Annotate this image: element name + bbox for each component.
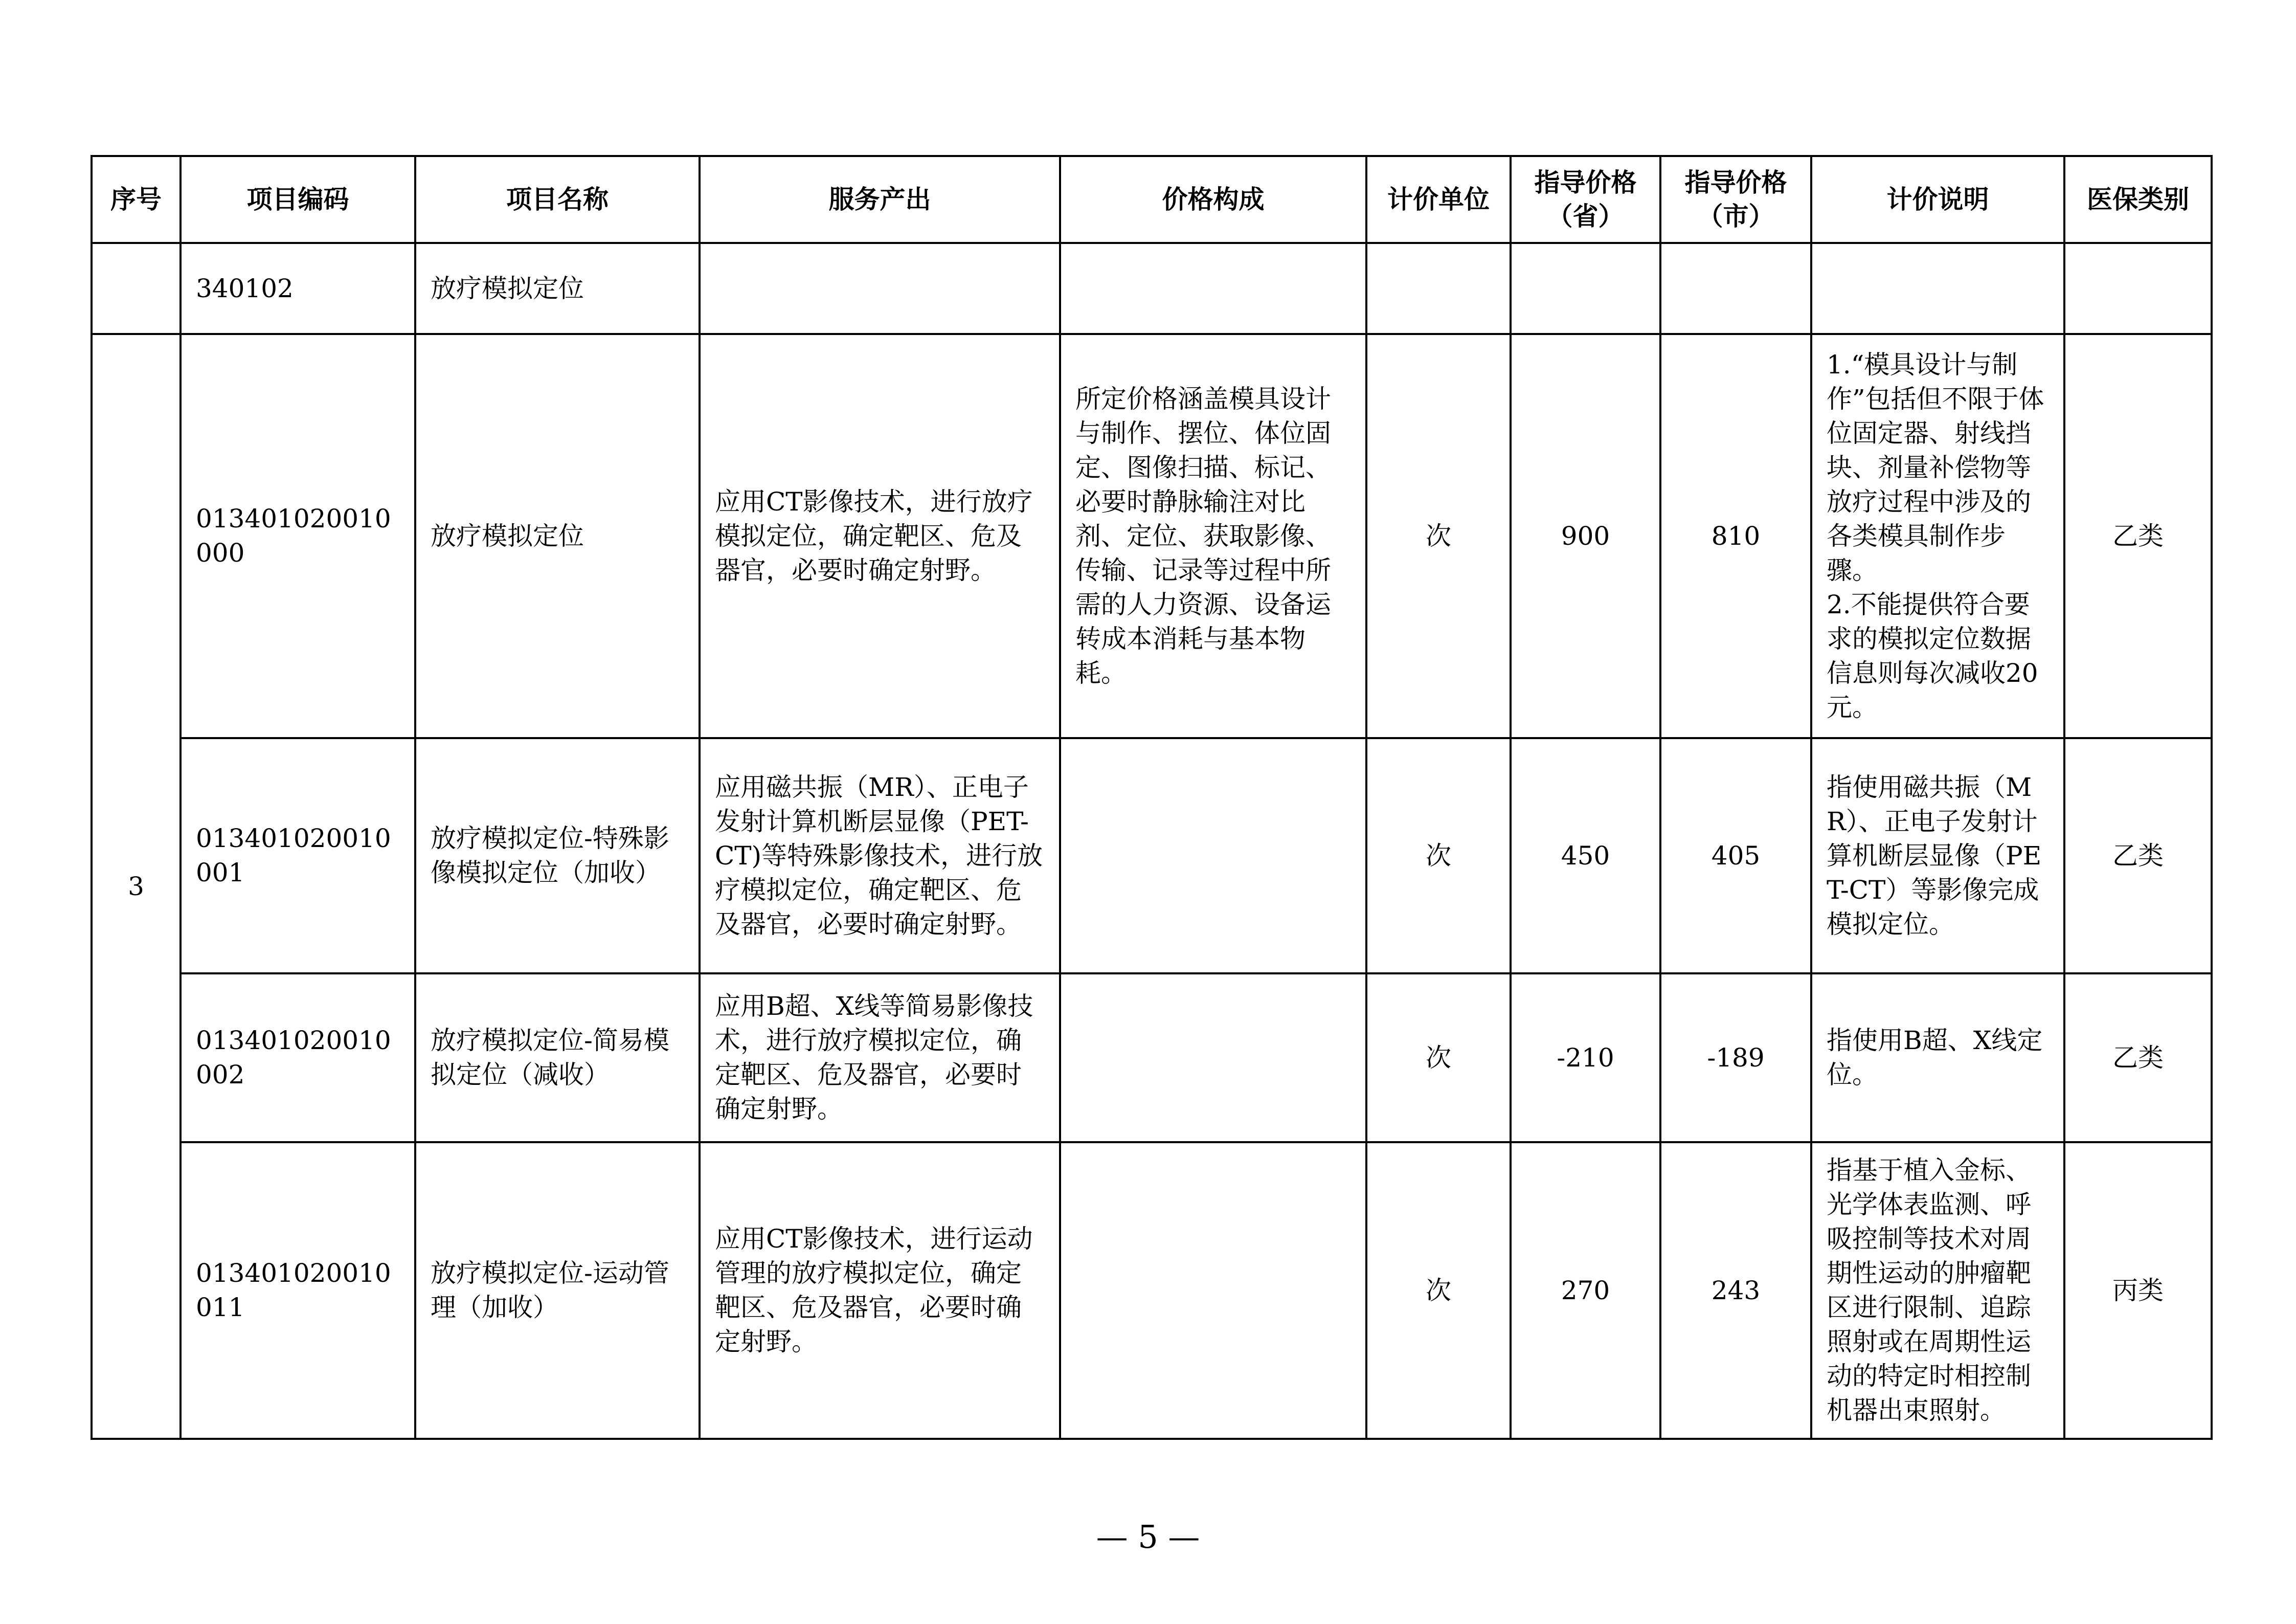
item-notes: 1.“模具设计与制作”包括但不限于体位固定器、射线挡块、剂量补偿物等放疗过程中涉及的各类模具制作步骤。 2.不能提供符合要求的模拟定位数据信息则每次减收20元。 <box>1811 334 2064 738</box>
item-output: 应用B超、X线等简易影像技术，进行放疗模拟定位，确定靶区、危及器官，必要时确定射野。 <box>700 973 1060 1142</box>
item-price-city: -189 <box>1660 973 1811 1142</box>
header-price-city: 指导价格 （市） <box>1660 156 1811 243</box>
header-output: 服务产出 <box>700 156 1060 243</box>
item-composition <box>1060 738 1366 973</box>
item-price-province: 450 <box>1511 738 1660 973</box>
item-price-province: 900 <box>1511 334 1660 738</box>
item-notes: 指使用磁共振（MR）、正电子发射计算机断层显像（PET-CT）等影像完成模拟定位。 <box>1811 738 2064 973</box>
header-notes: 计价说明 <box>1811 156 2064 243</box>
item-price-city: 810 <box>1660 334 1811 738</box>
item-notes: 指使用B超、X线定位。 <box>1811 973 2064 1142</box>
item-output: 应用CT影像技术，进行放疗模拟定位，确定靶区、危及器官，必要时确定射野。 <box>700 334 1060 738</box>
category-insurance-cell <box>2064 243 2212 334</box>
category-seq-cell <box>92 243 181 334</box>
item-composition <box>1060 973 1366 1142</box>
category-price-province-cell <box>1511 243 1660 334</box>
table-row <box>92 334 2212 738</box>
item-unit: 次 <box>1366 1142 1511 1439</box>
item-composition <box>1060 1142 1366 1439</box>
item-price-province: -210 <box>1511 973 1660 1142</box>
item-name: 放疗模拟定位-运动管理（加收） <box>415 1142 700 1439</box>
item-unit: 次 <box>1366 334 1511 738</box>
item-code: 013401020010011 <box>181 1142 415 1439</box>
item-composition: 所定价格涵盖模具设计与制作、摆位、体位固定、图像扫描、标记、必要时静脉输注对比剂、定位、获取影像、传输、记录等过程中所需的人力资源、设备运转成本消耗与基本物耗。 <box>1060 334 1366 738</box>
item-code: 013401020010002 <box>181 973 415 1142</box>
item-price-province: 270 <box>1511 1142 1660 1439</box>
table-row <box>92 1142 2212 1439</box>
group-seq: 3 <box>92 334 181 1439</box>
item-code: 013401020010000 <box>181 334 415 738</box>
table-row <box>92 973 2212 1142</box>
item-insurance: 乙类 <box>2064 973 2212 1142</box>
item-unit: 次 <box>1366 738 1511 973</box>
item-insurance: 乙类 <box>2064 334 2212 738</box>
pricing-table <box>91 155 2213 1440</box>
header-seq: 序号 <box>92 156 181 243</box>
item-output: 应用磁共振（MR）、正电子发射计算机断层显像（PET-CT)等特殊影像技术，进行放疗模拟定位，确定靶区、危及器官，必要时确定射野。 <box>700 738 1060 973</box>
item-insurance: 乙类 <box>2064 738 2212 973</box>
item-name: 放疗模拟定位-特殊影像模拟定位（加收） <box>415 738 700 973</box>
category-output-cell <box>700 243 1060 334</box>
item-code: 013401020010001 <box>181 738 415 973</box>
page-number: — 5 — <box>1096 1518 1200 1555</box>
item-name: 放疗模拟定位 <box>415 334 700 738</box>
category-unit-cell <box>1366 243 1511 334</box>
header-code: 项目编码 <box>181 156 415 243</box>
item-name: 放疗模拟定位-简易模拟定位（减收） <box>415 973 700 1142</box>
category-name: 放疗模拟定位 <box>415 243 700 334</box>
header-unit: 计价单位 <box>1366 156 1511 243</box>
header-composition: 价格构成 <box>1060 156 1366 243</box>
header-insurance: 医保类别 <box>2064 156 2212 243</box>
header-price-province: 指导价格 （省） <box>1511 156 1660 243</box>
header-row <box>92 156 2212 243</box>
item-output: 应用CT影像技术，进行运动管理的放疗模拟定位，确定靶区、危及器官，必要时确定射野。 <box>700 1142 1060 1439</box>
item-price-city: 243 <box>1660 1142 1811 1439</box>
category-price-city-cell <box>1660 243 1811 334</box>
item-notes: 指基于植入金标、光学体表监测、呼吸控制等技术对周期性运动的肿瘤靶区进行限制、追踪照射或在周期性运动的特定时相控制机器出束照射。 <box>1811 1142 2064 1439</box>
category-row <box>92 243 2212 334</box>
category-notes-cell <box>1811 243 2064 334</box>
item-price-city: 405 <box>1660 738 1811 973</box>
table-row <box>92 738 2212 973</box>
category-composition-cell <box>1060 243 1366 334</box>
item-insurance: 丙类 <box>2064 1142 2212 1439</box>
category-code: 340102 <box>181 243 415 334</box>
item-unit: 次 <box>1366 973 1511 1142</box>
header-name: 项目名称 <box>415 156 700 243</box>
